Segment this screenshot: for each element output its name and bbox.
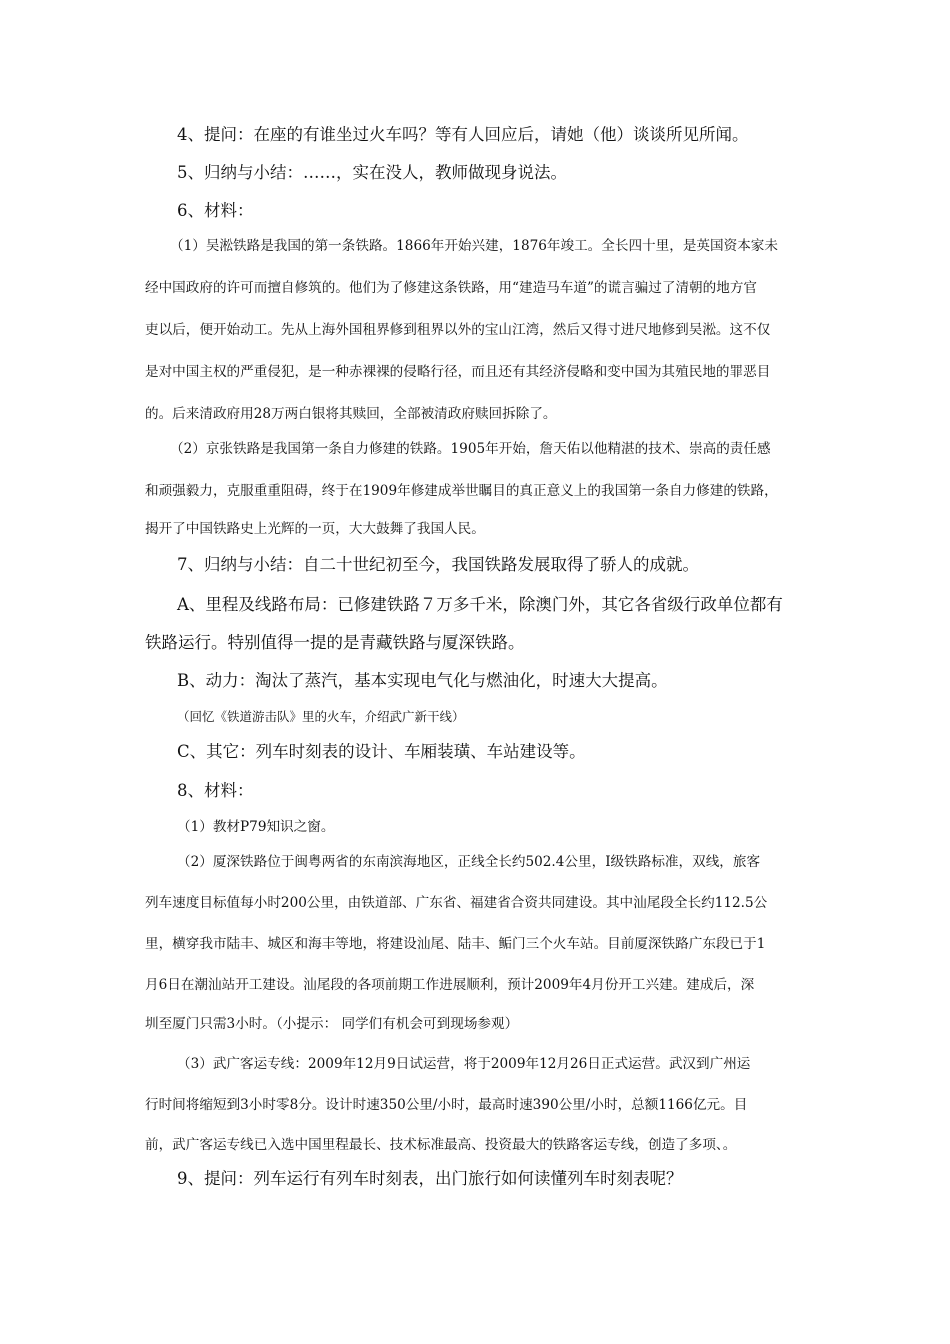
material-6-2-line-2: 和顽强毅力，克服重重阻碍，终于在1909年修建成举世瞩目的真正意义上的我国第一条自力修建的铁路，	[145, 483, 778, 499]
summary-7-a-line-2: 铁路运行。特别值得一提的是青藏铁路与厦深铁路。	[145, 633, 525, 652]
question-4: 4、提问：在座的有谁坐过火车吗？等有人回应后，请她（他）谈谈所见所闻。	[177, 125, 749, 144]
summary-7: 7、归纳与小结：自二十世纪初至今，我国铁路发展取得了骄人的成就。	[177, 555, 699, 574]
material-8-3-line-2: 行时间将缩短到3小时零8分。设计时速350公里/小时，最高时速390公里/小时，总额1166亿元。目	[145, 1097, 748, 1113]
material-8-heading: 8、材料：	[177, 781, 254, 800]
material-6-1-line-3: 吏以后，便开始动工。先从上海外国租界修到租界以外的宝山江湾，然后又得寸进尺地修到吴淞。这不仅	[145, 322, 771, 338]
material-8-3-line-1: （3）武广客运专线：2009年12月9日试运营，将于2009年12月26日正式运营。武汉到广州运	[177, 1056, 751, 1072]
material-8-1: （1）教材P79知识之窗。	[177, 819, 335, 835]
material-6-2-line-3: 揭开了中国铁路史上光辉的一页，大大鼓舞了我国人民。	[145, 521, 485, 537]
material-6-1-line-5: 的。后来清政府用28万两白银将其赎回，全部被清政府赎回拆除了。	[145, 406, 557, 422]
summary-7-b: B、动力：淘汰了蒸汽，基本实现电气化与燃油化，时速大大提高。	[177, 671, 668, 690]
material-8-2-line-4: 月6日在潮汕站开工建设。汕尾段的各项前期工作进展顺利，预计2009年4月份开工兴建。建成后，深	[145, 977, 755, 993]
material-8-2-line-3: 里，横穿我市陆丰、城区和海丰等地，将建设汕尾、陆丰、鲘门三个火车站。目前厦深铁路广东段已于1	[145, 936, 766, 952]
summary-7-c: C、其它：列车时刻表的设计、车厢装璜、车站建设等。	[177, 742, 586, 761]
material-6-2-line-1: （2）京张铁路是我国第一条自力修建的铁路。1905年开始，詹天佑以他精湛的技术、崇高的责任感	[170, 441, 771, 457]
summary-7-a-line-1: A、里程及线路布局：已修建铁路７万多千米，除澳门外，其它各省级行政单位都有	[177, 595, 783, 614]
material-6-1-line-2: 经中国政府的许可而擅自修筑的。他们为了修建这条铁路，用“建造马车道”的谎言骗过了清朝的地方官	[145, 280, 758, 296]
question-9: 9、提问：列车运行有列车时刻表，出门旅行如何读懂列车时刻表呢？	[177, 1169, 683, 1188]
material-6-1-line-1: （1）吴淞铁路是我国的第一条铁路。1866年开始兴建，1876年竣工。全长四十里，是英国资本家未	[170, 238, 778, 254]
material-6-1-line-4: 是对中国主权的严重侵犯，是一种赤裸裸的侵略行径，而且还有其经济侵略和变中国为其殖民地的罪恶目	[145, 364, 771, 380]
material-8-2-line-2: 列车速度目标值每小时200公里，由铁道部、广东省、福建省合资共同建设。其中汕尾段全长约112.5公	[145, 895, 768, 911]
material-8-2-line-5: 圳至厦门只需3小时。（小提示： 同学们有机会可到现场参观）	[145, 1016, 519, 1032]
material-8-3-line-3: 前，武广客运专线已入选中国里程最长、技术标准最高、投资最大的铁路客运专线，创造了多项、。	[145, 1137, 737, 1153]
summary-5: 5、归纳与小结：……，实在没人，教师做现身说法。	[177, 163, 567, 182]
material-8-2-line-1: （2）厦深铁路位于闽粤两省的东南滨海地区，正线全长约502.4公里，Ⅰ级铁路标准，双线，旅客	[177, 854, 761, 870]
recall-note: （回忆《铁道游击队》里的火车，介绍武广新干线）	[177, 709, 465, 724]
material-6-heading: 6、材料：	[177, 201, 254, 220]
